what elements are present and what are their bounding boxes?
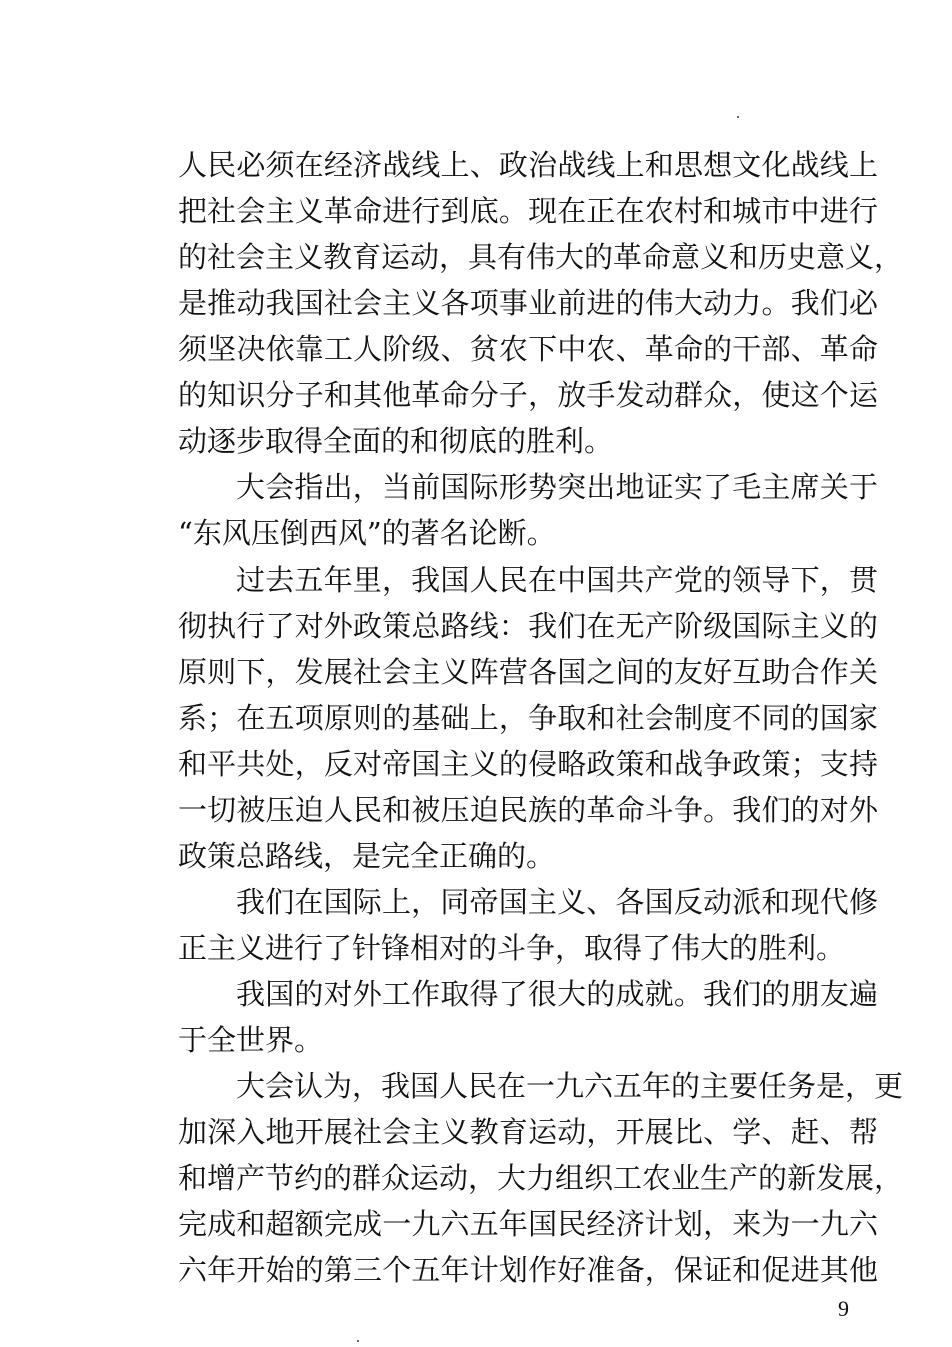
text-line: 大会认为，我国人民在一九六五年的主要任务是，更 bbox=[236, 1069, 904, 1103]
text-line: 于全世界。 bbox=[178, 1023, 324, 1057]
text-line: 和平共处，反对帝国主义的侵略政策和战争政策；支持 bbox=[178, 747, 878, 781]
text-line: 一切被压迫人民和被压迫民族的革命斗争。我们的对外 bbox=[178, 793, 878, 827]
text-line: 须坚决依靠工人阶级、贫农下中农、革命的干部、革命 bbox=[178, 332, 878, 366]
text-line: “东风压倒西风”的著名论断。 bbox=[178, 516, 556, 550]
text-line: 的知识分子和其他革命分子，放手发动群众，使这个运 bbox=[178, 378, 878, 412]
text-line: 完成和超额完成一九六五年国民经济计划，来为一九六 bbox=[178, 1207, 878, 1241]
text-line: 过去五年里，我国人民在中国共产党的领导下，贯 bbox=[236, 563, 878, 597]
text-line: 人民必须在经济战线上、政治战线上和思想文化战线上 bbox=[178, 148, 878, 182]
text-line: 正主义进行了针锋相对的斗争，取得了伟大的胜利。 bbox=[178, 931, 846, 965]
text-line: 是推动我国社会主义各项事业前进的伟大动力。我们必 bbox=[178, 286, 878, 320]
text-line: 我国的对外工作取得了很大的成就。我们的朋友遍 bbox=[236, 977, 878, 1011]
text-line: 我们在国际上，同帝国主义、各国反动派和现代修 bbox=[236, 885, 878, 919]
text-line: 大会指出，当前国际形势突出地证实了毛主席关于 bbox=[236, 470, 878, 504]
text-line: 动逐步取得全面的和彻底的胜利。 bbox=[178, 424, 614, 458]
text-line: 政策总路线，是完全正确的。 bbox=[178, 839, 556, 873]
scan-speck bbox=[737, 116, 739, 118]
scan-speck bbox=[357, 1340, 359, 1342]
text-line: 彻执行了对外政策总路线：我们在无产阶级国际主义的 bbox=[178, 609, 878, 643]
text-line: 加深入地开展社会主义教育运动，开展比、学、赶、帮 bbox=[178, 1115, 878, 1149]
text-line: 把社会主义革命进行到底。现在正在农村和城市中进行 bbox=[178, 194, 878, 228]
page-number: 9 bbox=[838, 1296, 849, 1321]
text-line: 原则下，发展社会主义阵营各国之间的友好互助合作关 bbox=[178, 655, 878, 689]
text-line: 六年开始的第三个五年计划作好准备，保证和促进其他 bbox=[178, 1253, 878, 1287]
text-line: 的社会主义教育运动，具有伟大的革命意义和历史意义， bbox=[178, 240, 904, 274]
text-line: 系；在五项原则的基础上，争取和社会制度不同的国家 bbox=[178, 701, 878, 735]
text-line: 和增产节约的群众运动，大力组织工农业生产的新发展， bbox=[178, 1161, 904, 1195]
